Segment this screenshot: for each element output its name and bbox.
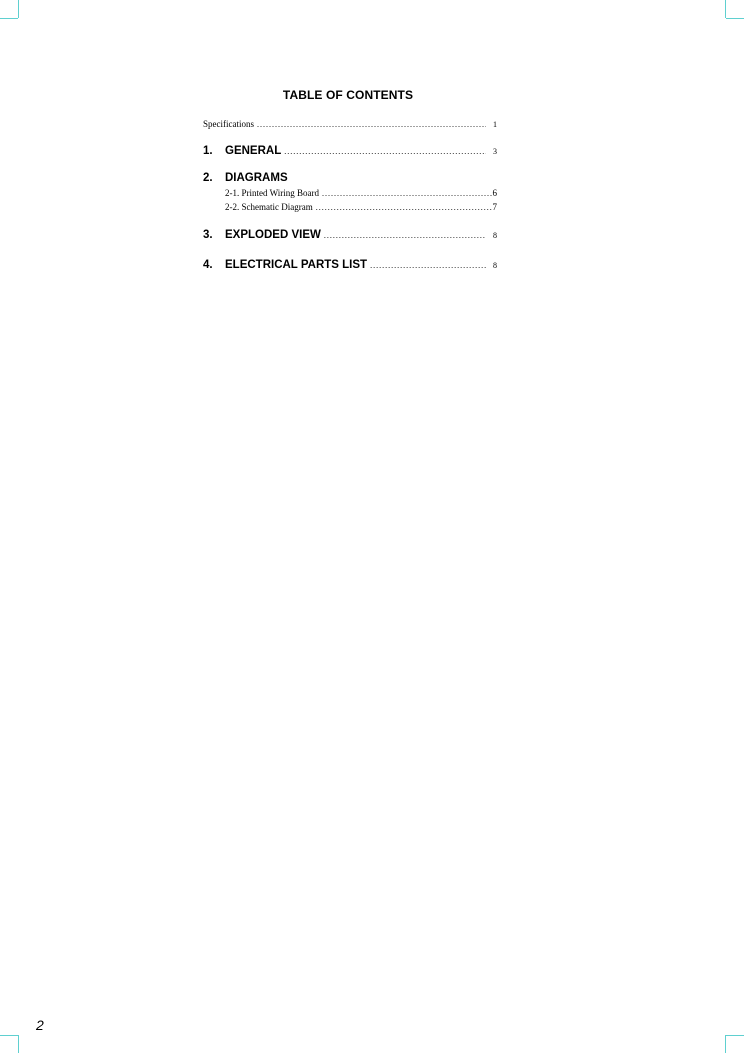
toc-entry-label: EXPLODED VIEW (225, 229, 321, 241)
toc-entry-label: 2-2. Schematic Diagram (225, 202, 313, 212)
toc-entry-page: 7 (492, 202, 497, 212)
toc-subentry-printed-wiring-board[interactable] (225, 188, 497, 198)
toc-entry-page: 6 (492, 188, 497, 198)
section-number: 1. (203, 145, 213, 157)
toc-entry-exploded-view[interactable] (203, 229, 497, 241)
crop-mark-top-right (725, 0, 726, 18)
toc-entry-diagrams[interactable] (203, 172, 497, 184)
dot-leader (322, 189, 492, 198)
toc-entry-label: ELECTRICAL PARTS LIST (225, 259, 368, 271)
dot-leader (316, 203, 492, 212)
crop-mark-top-right (726, 18, 744, 19)
toc-entry-label: 2-1. Printed Wiring Board (225, 188, 319, 198)
toc-entry-page: 3 (493, 147, 497, 156)
crop-mark-bottom-right (725, 1035, 726, 1053)
toc-entry-general[interactable] (203, 145, 497, 157)
dot-leader (370, 261, 486, 270)
toc-entry-specifications[interactable] (203, 119, 497, 129)
toc-subentry-schematic-diagram[interactable] (225, 202, 497, 212)
section-number: 4. (203, 259, 213, 271)
crop-mark-top-left (18, 0, 19, 18)
crop-mark-top-left (0, 18, 18, 19)
crop-mark-bottom-right (726, 1035, 744, 1036)
dot-leader (284, 147, 486, 156)
dot-leader (324, 231, 486, 240)
toc-entry-label: DIAGRAMS (225, 172, 288, 184)
toc-entry-label: GENERAL (225, 145, 282, 157)
section-number: 2. (203, 172, 213, 184)
dot-leader (257, 120, 486, 129)
toc-entry-electrical-parts-list[interactable] (203, 259, 497, 271)
crop-mark-bottom-left (18, 1035, 19, 1053)
toc-entry-label: Specifications (203, 119, 254, 129)
section-number: 3. (203, 229, 213, 241)
page-number: 2 (36, 1017, 44, 1033)
crop-mark-bottom-left (0, 1035, 18, 1036)
toc-entry-page: 1 (493, 120, 497, 129)
toc-entry-page: 8 (493, 231, 497, 240)
toc-entry-page: 8 (493, 261, 497, 270)
page-title: TABLE OF CONTENTS (282, 88, 414, 102)
